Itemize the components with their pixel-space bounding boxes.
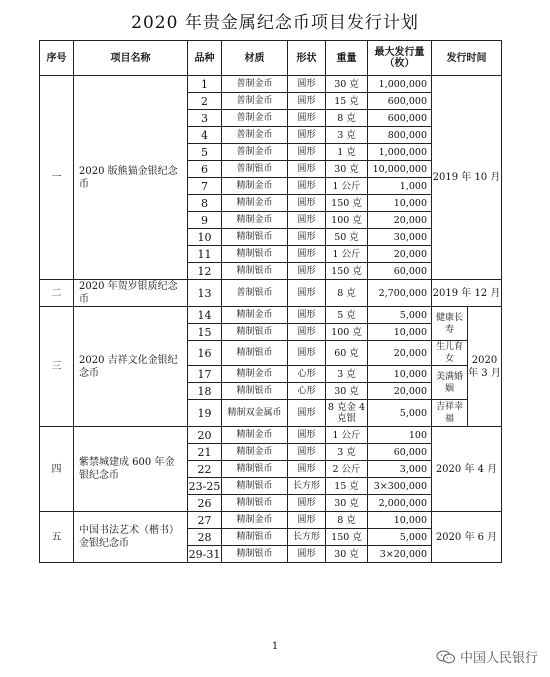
header-variety: 品种	[188, 41, 222, 76]
max-issue-cell: 100	[368, 427, 432, 444]
variety-cell: 16	[188, 341, 222, 366]
max-issue-cell: 60,000	[368, 263, 432, 280]
max-issue-cell: 20,000	[368, 212, 432, 229]
weight-cell: 30 克	[326, 495, 368, 512]
material-cell: 精制金币	[222, 195, 288, 212]
shape-cell: 圆形	[288, 195, 326, 212]
max-issue-cell: 20,000	[368, 383, 432, 400]
max-issue-cell: 5,000	[368, 400, 432, 427]
max-issue-cell: 1,000,000	[368, 76, 432, 93]
shape-cell: 圆形	[288, 280, 326, 307]
shape-cell: 圆形	[288, 93, 326, 110]
max-issue-cell: 10,000	[368, 512, 432, 529]
max-issue-cell: 10,000	[368, 324, 432, 341]
wechat-icon	[436, 650, 456, 664]
weight-cell: 15 克	[326, 478, 368, 495]
project-name: 2020 版熊猫金银纪念币	[74, 76, 188, 280]
max-issue-cell: 600,000	[368, 110, 432, 127]
weight-cell: 50 克	[326, 229, 368, 246]
project-name: 中国书法艺术（楷书）金银纪念币	[74, 512, 188, 563]
header-shape: 形状	[288, 41, 326, 76]
max-issue-cell: 3×300,000	[368, 478, 432, 495]
shape-cell: 圆形	[288, 444, 326, 461]
issue-time-cell: 2020 年 3 月	[468, 307, 502, 427]
watermark-text: 中国人民银行	[459, 651, 538, 666]
max-issue-cell: 5,000	[368, 529, 432, 546]
shape-cell: 圆形	[288, 263, 326, 280]
weight-cell: 8 克	[326, 110, 368, 127]
weight-cell: 150 克	[326, 195, 368, 212]
weight-cell: 15 克	[326, 93, 368, 110]
group-seq: 一	[40, 76, 74, 280]
shape-cell: 圆形	[288, 512, 326, 529]
max-issue-cell: 2,700,000	[368, 280, 432, 307]
variety-cell: 11	[188, 246, 222, 263]
variety-cell: 12	[188, 263, 222, 280]
shape-cell: 圆形	[288, 495, 326, 512]
variety-cell: 20	[188, 427, 222, 444]
weight-cell: 30 克	[326, 383, 368, 400]
issue-time-cell: 2019 年 10 月	[432, 76, 502, 280]
table-row	[40, 307, 502, 324]
variety-cell: 2	[188, 93, 222, 110]
variety-cell: 14	[188, 307, 222, 324]
material-cell: 普制金币	[222, 144, 288, 161]
issue-time-cell: 2020 年 6 月	[432, 512, 502, 563]
watermark	[436, 647, 538, 666]
weight-cell: 8 克	[326, 512, 368, 529]
table-row	[40, 427, 502, 444]
variety-cell: 27	[188, 512, 222, 529]
shape-cell: 圆形	[288, 307, 326, 324]
shape-cell: 圆形	[288, 400, 326, 427]
variety-cell: 28	[188, 529, 222, 546]
max-issue-cell: 3×20,000	[368, 546, 432, 563]
weight-cell: 3 克	[326, 444, 368, 461]
issue-time-cell: 2019 年 12 月	[432, 280, 502, 307]
shape-cell: 圆形	[288, 246, 326, 263]
material-cell: 精制金币	[222, 307, 288, 324]
weight-cell: 60 克	[326, 341, 368, 366]
header-max-issue: 最大发行量（枚）	[368, 41, 432, 76]
variety-cell: 26	[188, 495, 222, 512]
header-issue-time: 发行时间	[432, 41, 502, 76]
material-cell: 精制银币	[222, 246, 288, 263]
variety-cell: 5	[188, 144, 222, 161]
variety-cell: 23-25	[188, 479, 221, 493]
weight-cell: 3 克	[326, 127, 368, 144]
material-cell: 精制银币	[222, 495, 288, 512]
theme-cell: 美满婚姻	[432, 366, 468, 400]
weight-cell: 8 克金 4 克银	[326, 400, 368, 427]
variety-cell: 21	[188, 444, 222, 461]
shape-cell: 圆形	[288, 161, 326, 178]
material-cell: 精制银币	[222, 229, 288, 246]
table-row	[40, 512, 502, 529]
shape-cell: 圆形	[288, 178, 326, 195]
theme-cell: 生儿育女	[432, 341, 468, 366]
shape-cell: 圆形	[288, 461, 326, 478]
header-seq: 序号	[40, 41, 74, 76]
theme-cell: 健康长寿	[432, 307, 468, 341]
max-issue-cell: 30,000	[368, 229, 432, 246]
header-row	[40, 41, 502, 76]
weight-cell: 1 克	[326, 144, 368, 161]
group-seq: 三	[40, 307, 74, 427]
material-cell: 精制银币	[222, 263, 288, 280]
header-weight: 重量	[326, 41, 368, 76]
material-cell: 普制金币	[222, 76, 288, 93]
variety-cell: 10	[188, 229, 222, 246]
header-name: 项目名称	[74, 41, 188, 76]
variety-cell: 13	[188, 280, 222, 307]
shape-cell: 圆形	[288, 546, 326, 563]
shape-cell: 长方形	[288, 529, 326, 546]
variety-cell: 15	[188, 324, 222, 341]
weight-cell: 2 公斤	[326, 461, 368, 478]
project-name: 2020 年贺岁银质纪念币	[74, 280, 188, 307]
table-row	[40, 76, 502, 93]
material-cell: 精制银币	[222, 529, 288, 546]
weight-cell: 100 克	[326, 212, 368, 229]
group-seq: 四	[40, 427, 74, 512]
table-row	[40, 280, 502, 307]
max-issue-cell: 5,000	[368, 307, 432, 324]
shape-cell: 心形	[288, 383, 326, 400]
max-issue-cell: 10,000	[368, 195, 432, 212]
material-cell: 精制银币	[222, 383, 288, 400]
shape-cell: 长方形	[288, 478, 326, 495]
page-title: 2020 年贵金属纪念币项目发行计划	[131, 13, 419, 33]
shape-cell: 圆形	[288, 427, 326, 444]
weight-cell: 1 公斤	[326, 178, 368, 195]
project-name: 紫禁城建成 600 年金银纪念币	[74, 427, 188, 512]
shape-cell: 圆形	[288, 76, 326, 93]
max-issue-cell: 60,000	[368, 444, 432, 461]
max-issue-cell: 20,000	[368, 341, 432, 366]
weight-cell: 150 克	[326, 263, 368, 280]
material-cell: 精制金币	[222, 366, 288, 383]
variety-cell: 9	[188, 212, 222, 229]
theme-cell: 吉祥幸福	[432, 400, 468, 427]
shape-cell: 圆形	[288, 212, 326, 229]
max-issue-cell: 10,000,000	[368, 161, 432, 178]
max-issue-cell: 800,000	[368, 127, 432, 144]
weight-cell: 30 克	[326, 76, 368, 93]
weight-cell: 1 公斤	[326, 427, 368, 444]
max-issue-cell: 20,000	[368, 246, 432, 263]
shape-cell: 圆形	[288, 324, 326, 341]
page-number: 1	[271, 641, 279, 652]
material-cell: 精制银币	[222, 546, 288, 563]
material-cell: 精制金币	[222, 427, 288, 444]
weight-cell: 30 克	[326, 546, 368, 563]
weight-cell: 5 克	[326, 307, 368, 324]
material-cell: 精制银币	[222, 461, 288, 478]
group-seq: 二	[40, 280, 74, 307]
shape-cell: 圆形	[288, 341, 326, 366]
variety-cell: 17	[188, 366, 222, 383]
material-cell: 精制金币	[222, 512, 288, 529]
issue-time-cell: 2020 年 4 月	[432, 427, 502, 512]
variety-cell: 19	[188, 400, 222, 427]
material-cell: 精制金币	[222, 212, 288, 229]
material-cell: 普制金币	[222, 110, 288, 127]
weight-cell: 150 克	[326, 529, 368, 546]
variety-cell: 29-31	[188, 547, 221, 561]
weight-cell: 3 克	[326, 366, 368, 383]
shape-cell: 心形	[288, 366, 326, 383]
variety-cell: 3	[188, 110, 222, 127]
variety-cell: 4	[188, 127, 222, 144]
material-cell: 普制金币	[222, 127, 288, 144]
weight-cell: 100 克	[326, 324, 368, 341]
issuance-plan-table	[39, 40, 502, 563]
max-issue-cell: 10,000	[368, 366, 432, 383]
variety-cell: 6	[188, 161, 222, 178]
variety-cell: 18	[188, 383, 222, 400]
weight-cell: 30 克	[326, 161, 368, 178]
shape-cell: 圆形	[288, 144, 326, 161]
variety-cell: 7	[188, 178, 222, 195]
project-name: 2020 吉祥文化金银纪念币	[74, 307, 188, 427]
variety-cell: 22	[188, 461, 222, 478]
max-issue-cell: 2,000,000	[368, 495, 432, 512]
material-cell: 精制银币	[222, 341, 288, 366]
max-issue-cell: 1,000	[368, 178, 432, 195]
weight-cell: 1 公斤	[326, 246, 368, 263]
header-material: 材质	[222, 41, 288, 76]
variety-cell: 8	[188, 195, 222, 212]
material-cell: 精制双金属币	[222, 400, 288, 427]
material-cell: 精制金币	[222, 444, 288, 461]
max-issue-cell: 1,000,000	[368, 144, 432, 161]
max-issue-cell: 600,000	[368, 93, 432, 110]
material-cell: 精制银币	[222, 478, 288, 495]
material-cell: 普制银币	[222, 280, 288, 307]
shape-cell: 圆形	[288, 229, 326, 246]
max-issue-cell: 3,000	[368, 461, 432, 478]
weight-cell: 8 克	[326, 280, 368, 307]
shape-cell: 圆形	[288, 127, 326, 144]
material-cell: 精制银币	[222, 324, 288, 341]
material-cell: 普制金币	[222, 93, 288, 110]
group-seq: 五	[40, 512, 74, 563]
shape-cell: 圆形	[288, 110, 326, 127]
variety-cell: 1	[188, 76, 222, 93]
material-cell: 普制银币	[222, 161, 288, 178]
material-cell: 精制金币	[222, 178, 288, 195]
